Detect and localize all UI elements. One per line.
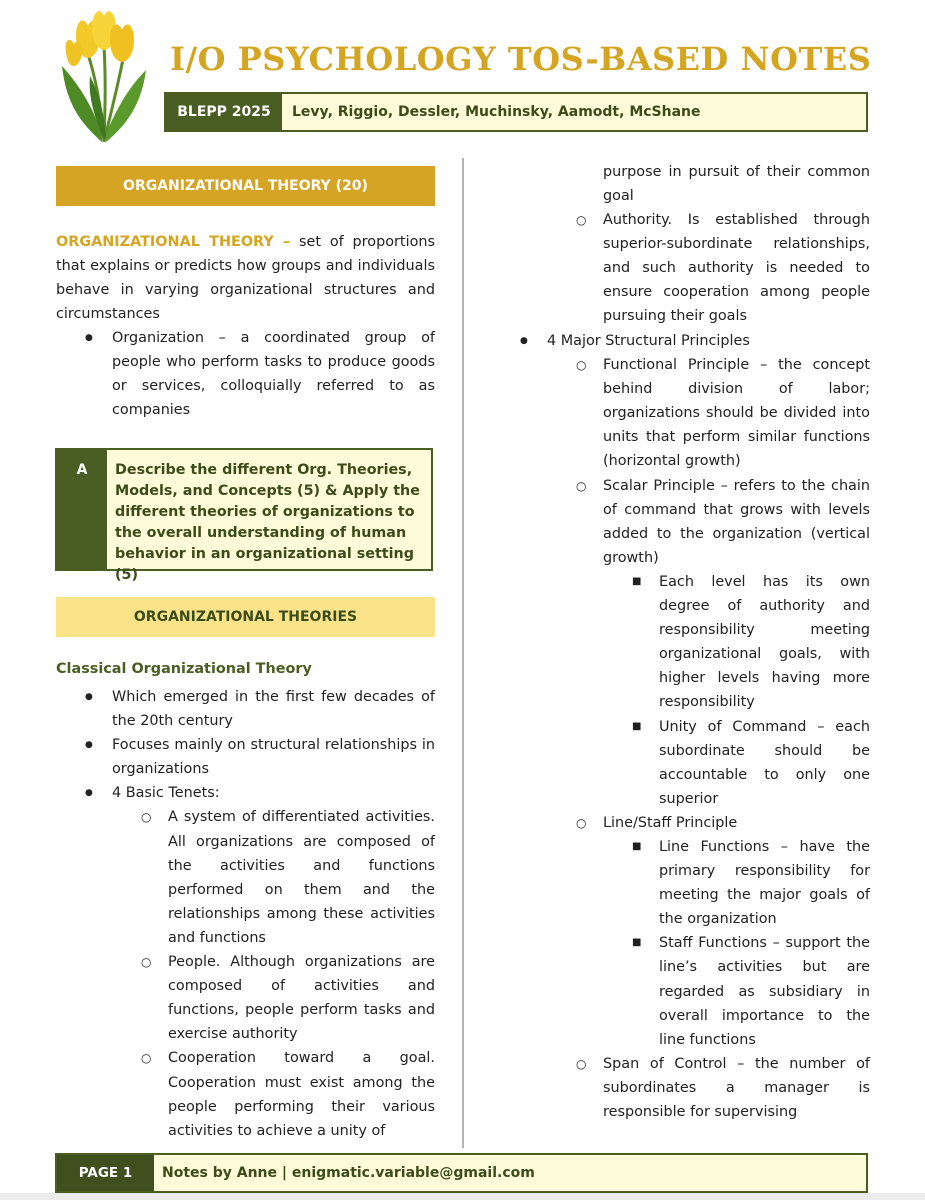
objective-box (55, 448, 433, 583)
section-banner: ORGANIZATIONAL THEORY (20) (56, 166, 435, 206)
list-item: ○ Cooperation toward a goal. Cooperation must exist among the people performing their various activities to achieve a unity of (112, 1046, 435, 1142)
objective-text: Describe the different Org. Theories, Models, and Concepts (5) & Apply the different theories of organizations to the overall understanding of human behavior in an organizational setting (5) (107, 450, 431, 569)
definition-paragraph (56, 230, 435, 326)
list-item: ○ People. Although organizations are composed of activities and functions, people perform tasks and exercise authority (112, 950, 435, 1046)
sub-banner: ORGANIZATIONAL THEORIES (56, 597, 435, 637)
column-divider (462, 158, 464, 1148)
list-item: ○ A system of differentiated activities. All organizations are composed of the activities and functions performed on them and the relationships among these activities and functions (112, 805, 435, 950)
tenets-list (112, 805, 435, 1142)
scalar-principle: Scalar Principle – refers to the chain of command that grows with levels added to the organization (vertical growth) (603, 477, 870, 566)
line-staff-principle: Line/Staff Principle (603, 814, 738, 831)
list-item: ○ Authority. Is established through superior-subordinate relationships, and such authority is needed to ensure cooperation among people pursuing their goals (547, 208, 870, 328)
list-item: ● Focuses mainly on structural relationships in organizations (56, 733, 435, 781)
page-number: PAGE 1 (57, 1155, 154, 1191)
footer-credit: Notes by Anne | enigmatic.variable@gmail.com (154, 1155, 866, 1191)
list-item: ■ Staff Functions – support the line’s activities but are regarded as subsidiary in overall importance to the line functions (603, 931, 870, 1051)
list-item: ○ Functional Principle – the concept behind division of labor; organizations should be divided into units that perform similar functions (horizontal growth) (547, 353, 870, 473)
classical-list (56, 685, 435, 1143)
footer-bar (55, 1153, 868, 1193)
authors-list: Levy, Riggio, Dessler, Muchinsky, Aamodt, McShane (282, 94, 866, 130)
header-bar (164, 92, 868, 132)
list-item: ● Which emerged in the first few decades of the 20th century (56, 685, 435, 733)
tulip-illustration-icon (58, 6, 150, 142)
list-item (547, 811, 870, 1052)
definition-text: set of proportions that explains or predicts how groups and individuals behave in varying organizational structures and circumstances (56, 234, 435, 323)
list-item (491, 329, 870, 1124)
scalar-sublist (603, 570, 870, 811)
list-item: ■ Line Functions – have the primary responsibility for meeting the major goals of the organization (603, 835, 870, 931)
list-item: ● Organization – a coordinated group of people who perform tasks to produce goods or services, colloquially referred to as companies (56, 326, 435, 422)
bottom-band (0, 1193, 925, 1200)
principles-heading: 4 Major Structural Principles (547, 333, 750, 349)
organization-list (56, 326, 435, 422)
principles-sublist (547, 353, 870, 1124)
continued-text: purpose in pursuit of their common goal (603, 164, 870, 205)
tenets-label: 4 Basic Tenets: (112, 785, 220, 802)
list-item (56, 781, 435, 1142)
list-item: ■ Each level has its own degree of authority and responsibility meeting organizational goals, with higher levels having more responsibility (603, 570, 870, 715)
list-item (547, 474, 870, 811)
list-item: ■ Unity of Command – each subordinate should be accountable to only one superior (603, 715, 870, 811)
definition-term: ORGANIZATIONAL THEORY – (56, 234, 291, 250)
exam-tag: BLEPP 2025 (166, 94, 282, 130)
line-staff-sublist (603, 835, 870, 1052)
list-item: ○ Span of Control – the number of subordinates a manager is responsible for supervising (547, 1052, 870, 1124)
classical-heading: Classical Organizational Theory (56, 661, 312, 677)
principles-list (491, 329, 870, 1124)
authority-list (547, 208, 870, 328)
objective-letter: A (57, 450, 107, 569)
page-title: I/O PSYCHOLOGY TOS-BASED NOTES (170, 40, 872, 78)
